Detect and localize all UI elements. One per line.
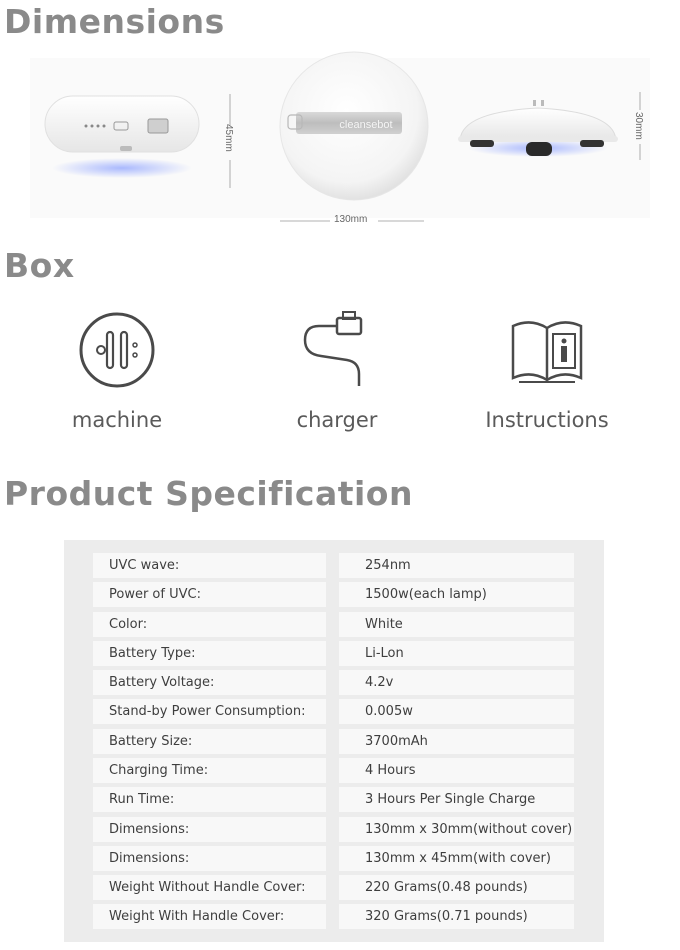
spec-value: 0.005w bbox=[339, 699, 574, 724]
spec-key: Weight Without Handle Cover: bbox=[93, 875, 326, 900]
spec-key: UVC wave: bbox=[93, 553, 326, 578]
table-row bbox=[64, 641, 604, 666]
spec-value: 3 Hours Per Single Charge bbox=[339, 787, 574, 812]
table-row bbox=[64, 670, 604, 695]
spec-key: Battery Size: bbox=[93, 729, 326, 754]
dimensions-heading: Dimensions bbox=[4, 2, 225, 41]
spec-value: 130mm x 45mm(with cover) bbox=[339, 846, 574, 871]
spec-value: 1500w(each lamp) bbox=[339, 582, 574, 607]
device-top-view bbox=[280, 52, 428, 200]
height-with-cover-label: 45mm bbox=[223, 124, 234, 152]
spec-key: Stand-by Power Consumption: bbox=[93, 699, 326, 724]
table-row bbox=[64, 758, 604, 783]
table-row bbox=[64, 612, 604, 637]
table-row bbox=[64, 817, 604, 842]
brand-logo-text: cleansebot bbox=[339, 119, 393, 131]
table-row bbox=[64, 699, 604, 724]
spec-key: Run Time: bbox=[93, 787, 326, 812]
product-specification-heading: Product Specification bbox=[4, 474, 413, 513]
spec-key: Color: bbox=[93, 612, 326, 637]
spec-key: Battery Voltage: bbox=[93, 670, 326, 695]
spec-key: Charging Time: bbox=[93, 758, 326, 783]
spec-value: 130mm x 30mm(without cover) bbox=[339, 817, 574, 842]
box-item-machine bbox=[17, 310, 217, 432]
table-row bbox=[64, 904, 604, 929]
table-row bbox=[64, 729, 604, 754]
device-side-view-with-cover bbox=[45, 96, 199, 178]
spec-value: White bbox=[339, 612, 574, 637]
diameter-label: 130mm bbox=[334, 214, 368, 225]
device-dimension-illustrations bbox=[0, 48, 680, 238]
box-heading: Box bbox=[4, 246, 75, 285]
charger-cable-icon bbox=[297, 310, 377, 390]
table-row bbox=[64, 787, 604, 812]
table-row bbox=[64, 846, 604, 871]
spec-key: Weight With Handle Cover: bbox=[93, 904, 326, 929]
spec-value: 220 Grams(0.48 pounds) bbox=[339, 875, 574, 900]
spec-value: 254nm bbox=[339, 553, 574, 578]
spec-value: 4.2v bbox=[339, 670, 574, 695]
table-row bbox=[64, 582, 604, 607]
box-item-charger bbox=[237, 310, 437, 432]
box-item-label: charger bbox=[296, 408, 378, 432]
spec-key: Dimensions: bbox=[93, 846, 326, 871]
height-without-cover-label: 30mm bbox=[633, 112, 644, 140]
box-item-instructions bbox=[447, 310, 647, 432]
dimensions-images bbox=[0, 48, 680, 238]
box-item-label: machine bbox=[71, 408, 163, 432]
machine-icon bbox=[77, 310, 157, 390]
box-item-label: Instructions bbox=[485, 408, 609, 432]
spec-key: Dimensions: bbox=[93, 817, 326, 842]
manual-book-icon bbox=[507, 310, 587, 390]
spec-value: 4 Hours bbox=[339, 758, 574, 783]
spec-value: Li-Lon bbox=[339, 641, 574, 666]
spec-key: Battery Type: bbox=[93, 641, 326, 666]
spec-value: 3700mAh bbox=[339, 729, 574, 754]
specification-table bbox=[64, 540, 604, 942]
spec-key: Power of UVC: bbox=[93, 582, 326, 607]
table-row bbox=[64, 875, 604, 900]
spec-value: 320 Grams(0.71 pounds) bbox=[339, 904, 574, 929]
table-row bbox=[64, 553, 604, 578]
